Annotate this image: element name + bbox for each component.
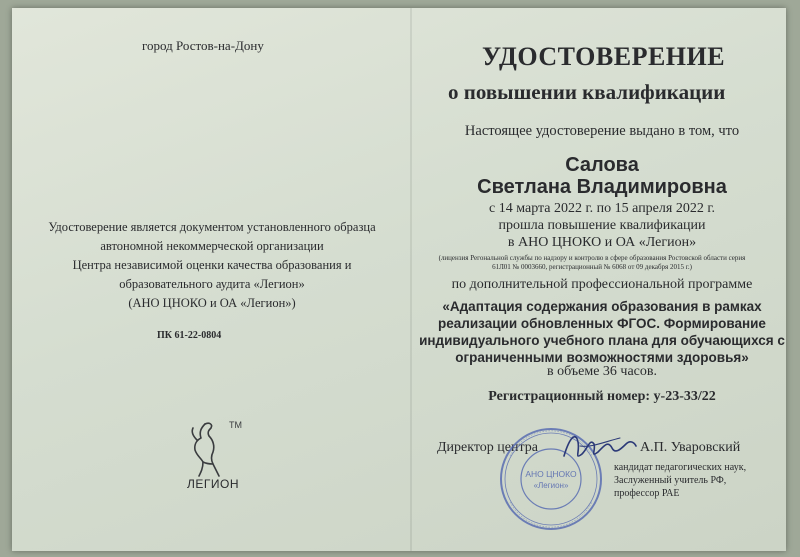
director-title-line: Заслуженный учитель РФ, <box>614 475 727 486</box>
registry-code: ПК 61-22-0804 <box>157 330 222 341</box>
logo-text: ЛЕГИОН <box>187 477 240 491</box>
issuer-line: образовательного аудита «Легион» <box>119 277 305 291</box>
issuer-description <box>32 218 392 313</box>
program-title-line: «Адаптация содержания образования в рамках <box>442 299 762 314</box>
issued-text: Настоящее удостоверение выдано в том, что <box>464 123 740 139</box>
course-volume: в объеме 36 часов. <box>547 364 657 379</box>
registration-number: Регистрационный номер: у-23-33/22 <box>488 389 716 404</box>
holder-given-names: Светлана Владимировна <box>477 176 727 198</box>
director-label: Директор центра <box>437 440 539 455</box>
course-period: с 14 марта 2022 г. по 15 апреля 2022 г. <box>489 201 715 216</box>
holder-surname: Салова <box>565 154 639 176</box>
license-line: 61Л01 № 0003660, регистрационный № 6068 от 09 декабря 2015 г.) <box>492 263 692 271</box>
seal-name-text: «Легион» <box>533 481 569 490</box>
license-info <box>402 254 782 272</box>
seal-org-text: АНО ЦНОКО <box>525 469 577 479</box>
document-subtitle: о повышении квалификации <box>448 80 726 104</box>
city-label: город Ростов-на-Дону <box>142 38 264 53</box>
director-title-line: кандидат педагогических наук, <box>614 462 747 473</box>
program-title-line: индивидуального учебного плана для обучающихся с <box>419 333 785 348</box>
issuer-line: Центра независимой оценки качества образования и <box>72 258 352 272</box>
director-title-line: профессор РАЕ <box>614 488 680 499</box>
course-passed: прошла повышение квалификации <box>498 218 706 233</box>
trademark-mark: TM <box>229 420 242 430</box>
license-line: (лицензия Регональной службы по надзору и контролю в сфере образования Ростовской области серия <box>438 254 746 262</box>
program-line: по дополнительной профессиональной программе <box>451 277 753 292</box>
program-title <box>412 298 792 366</box>
signature-icon <box>560 426 640 468</box>
director-name: А.П. Уваровский <box>640 440 741 455</box>
course-organization: в АНО ЦНОКО и ОА «Легион» <box>507 235 697 250</box>
course-details <box>432 200 772 251</box>
program-title-line: ограниченными возможностями здоровья» <box>455 350 749 365</box>
issuer-line: (АНО ЦНОКО и ОА «Легион») <box>128 296 296 310</box>
program-title-line: реализации обновленных ФГОС. Формирование <box>438 316 766 331</box>
certificate-document <box>12 8 786 551</box>
issuer-line: автономной некоммерческой организации <box>100 239 324 253</box>
issuer-line: Удостоверение является документом установленного образца <box>48 220 376 234</box>
document-title: УДОСТОВЕРЕНИЕ <box>482 42 726 71</box>
